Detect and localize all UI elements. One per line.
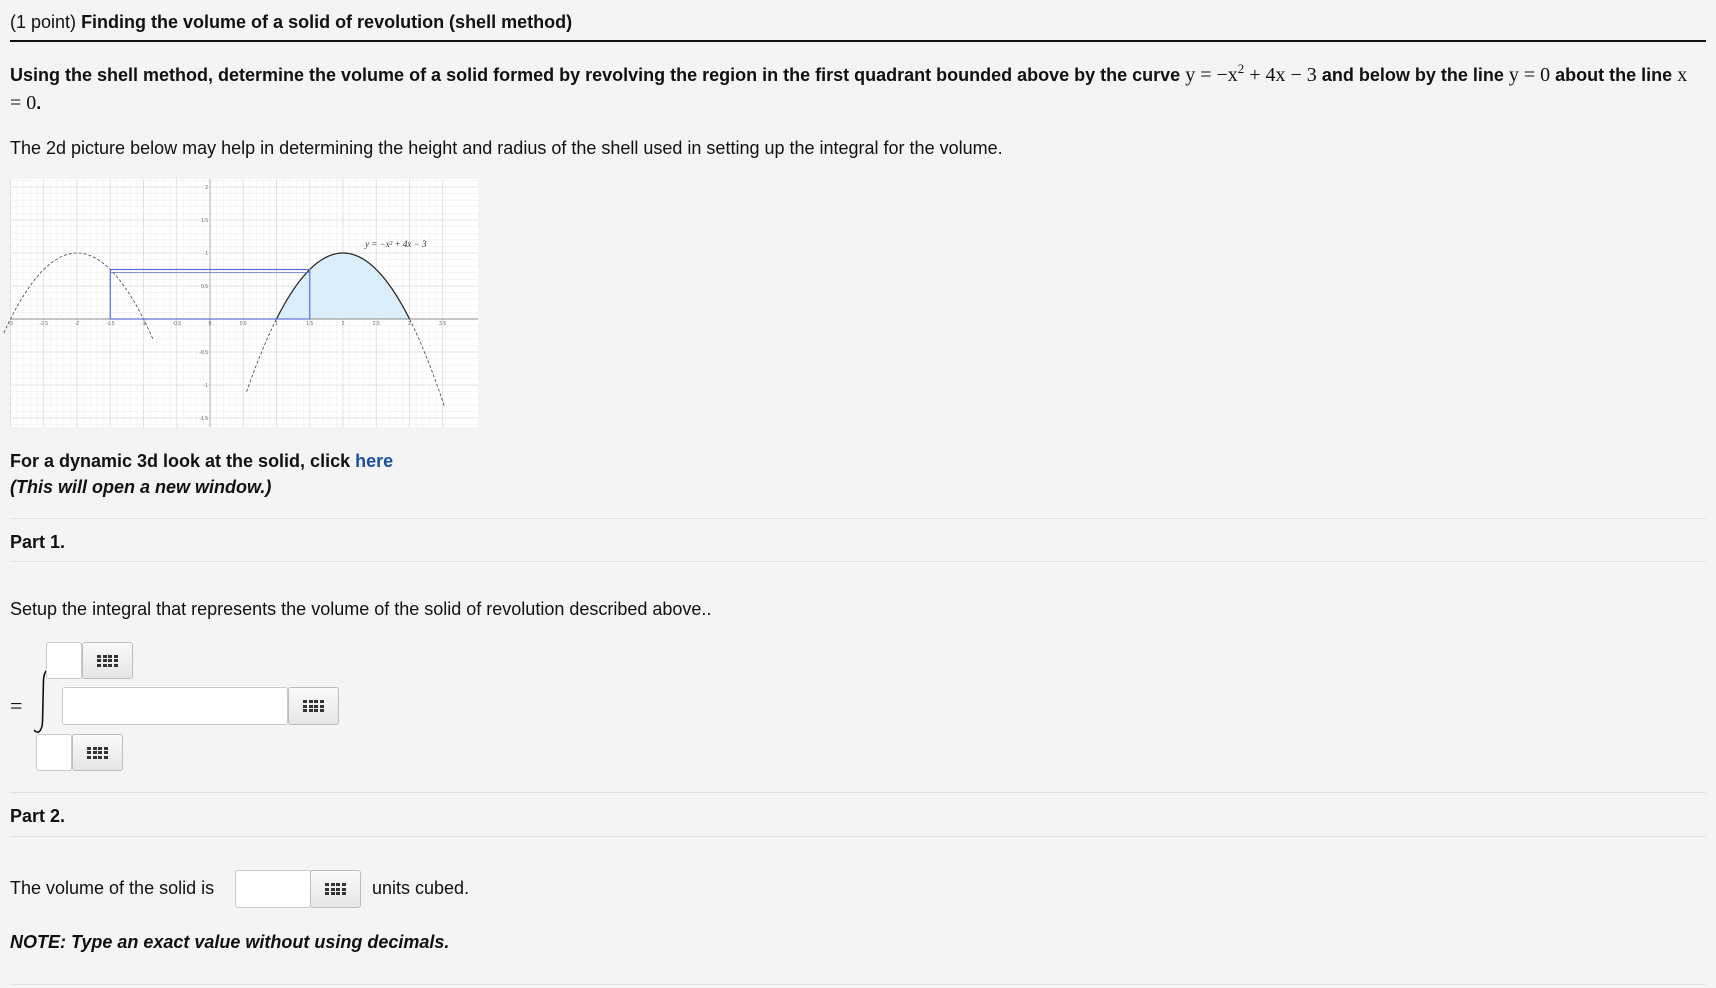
statement-text-3: about the line <box>1555 65 1673 85</box>
x-tick-label: -1 <box>141 321 146 327</box>
divider <box>10 518 1706 519</box>
y-tick-label: -1 <box>203 383 208 389</box>
curve-label: y = −x² + 4x − 3 <box>365 239 427 249</box>
y-tick-label: 0.5 <box>201 284 208 290</box>
integrand-palette-button[interactable] <box>288 687 339 725</box>
equation-palette-icon <box>97 655 118 667</box>
x-tick-label: 3 <box>408 321 411 327</box>
upper-bound-input[interactable] <box>46 642 82 679</box>
equation-palette-icon <box>325 883 346 895</box>
upper-bound-palette-button[interactable] <box>82 642 133 679</box>
units-suffix: units cubed. <box>372 878 470 898</box>
volume-palette-button[interactable] <box>310 870 361 908</box>
problem-statement: Using the shell method, determine the volume of a solid formed by revolving the region in the first quadrant bounded above by the curve $y = -x^2 + 4x - 3$ and below by the line y = 0 about the line x = 0. <box>10 61 1688 114</box>
graph-canvas <box>10 179 478 427</box>
lower-bound-input[interactable] <box>36 734 72 771</box>
help-text: The 2d picture below may help in determining the height and radius of the shell used in setting up the integral for the volume. <box>10 138 1003 158</box>
part1-label: Part 1. <box>10 532 66 552</box>
divider <box>10 836 1706 837</box>
curve-equation: $y = -x^2 + 4x - 3$ <box>1185 61 1317 86</box>
statement-text-1: Using the shell method, determine the volume of a solid formed by revolving the region in the first quadrant bounded above by the curve <box>10 65 1181 85</box>
part2-label: Part 2. <box>10 806 66 826</box>
y-tick-label: 1.5 <box>201 218 208 224</box>
here-link[interactable]: here <box>355 451 394 471</box>
y-tick-label: -0.5 <box>199 350 208 356</box>
x-tick-label: 0.5 <box>239 321 247 327</box>
dynamic-3d-line: For a dynamic 3d look at the solid, click here <box>10 451 394 471</box>
x-tick-label: -2.5 <box>39 321 49 327</box>
x-tick-label: 2.5 <box>372 321 380 327</box>
header-divider <box>10 40 1706 42</box>
x-tick-label: -1.5 <box>105 321 115 327</box>
points-label: (1 point) <box>10 12 77 32</box>
equation-palette-icon <box>87 747 108 759</box>
divider <box>10 561 1706 562</box>
divider <box>10 792 1706 793</box>
x-tick-label: -3 <box>8 321 13 327</box>
integrand-input[interactable] <box>62 687 288 725</box>
y-tick-label: -1.5 <box>199 416 208 422</box>
y-tick-label: 2 <box>205 185 208 191</box>
x-tick-label: 1.5 <box>306 321 314 327</box>
lower-bound-palette-button[interactable] <box>72 734 123 771</box>
problem-title: Finding the volume of a solid of revolution (shell method) <box>81 12 573 32</box>
equation-palette-icon <box>303 700 324 712</box>
exact-value-note: NOTE: Type an exact value without using decimals. <box>10 932 450 952</box>
shell-method-graph <box>10 179 478 427</box>
x-tick-label: 0 <box>208 321 212 327</box>
volume-answer-input[interactable] <box>235 870 311 908</box>
x-tick-label: 1 <box>275 321 278 327</box>
line-equation: y = 0 <box>1508 64 1551 86</box>
axis-equation: x = 0 <box>10 64 1688 114</box>
volume-prefix: The volume of the solid is <box>10 878 215 898</box>
problem-header <box>10 10 572 34</box>
part1-instruction: Setup the integral that represents the volume of the solid of revolution described above.. <box>10 599 712 619</box>
x-tick-label: 2 <box>341 321 345 327</box>
bottom-divider <box>10 984 1706 985</box>
x-tick-label: 3.5 <box>439 321 447 327</box>
statement-text-2: and below by the line <box>1321 65 1504 85</box>
new-window-note: (This will open a new window.) <box>10 477 272 497</box>
equals-sign: = <box>10 693 23 718</box>
x-tick-label: -2 <box>74 321 80 327</box>
x-tick-label: -0.5 <box>172 321 182 327</box>
y-tick-label: 1 <box>205 251 208 257</box>
